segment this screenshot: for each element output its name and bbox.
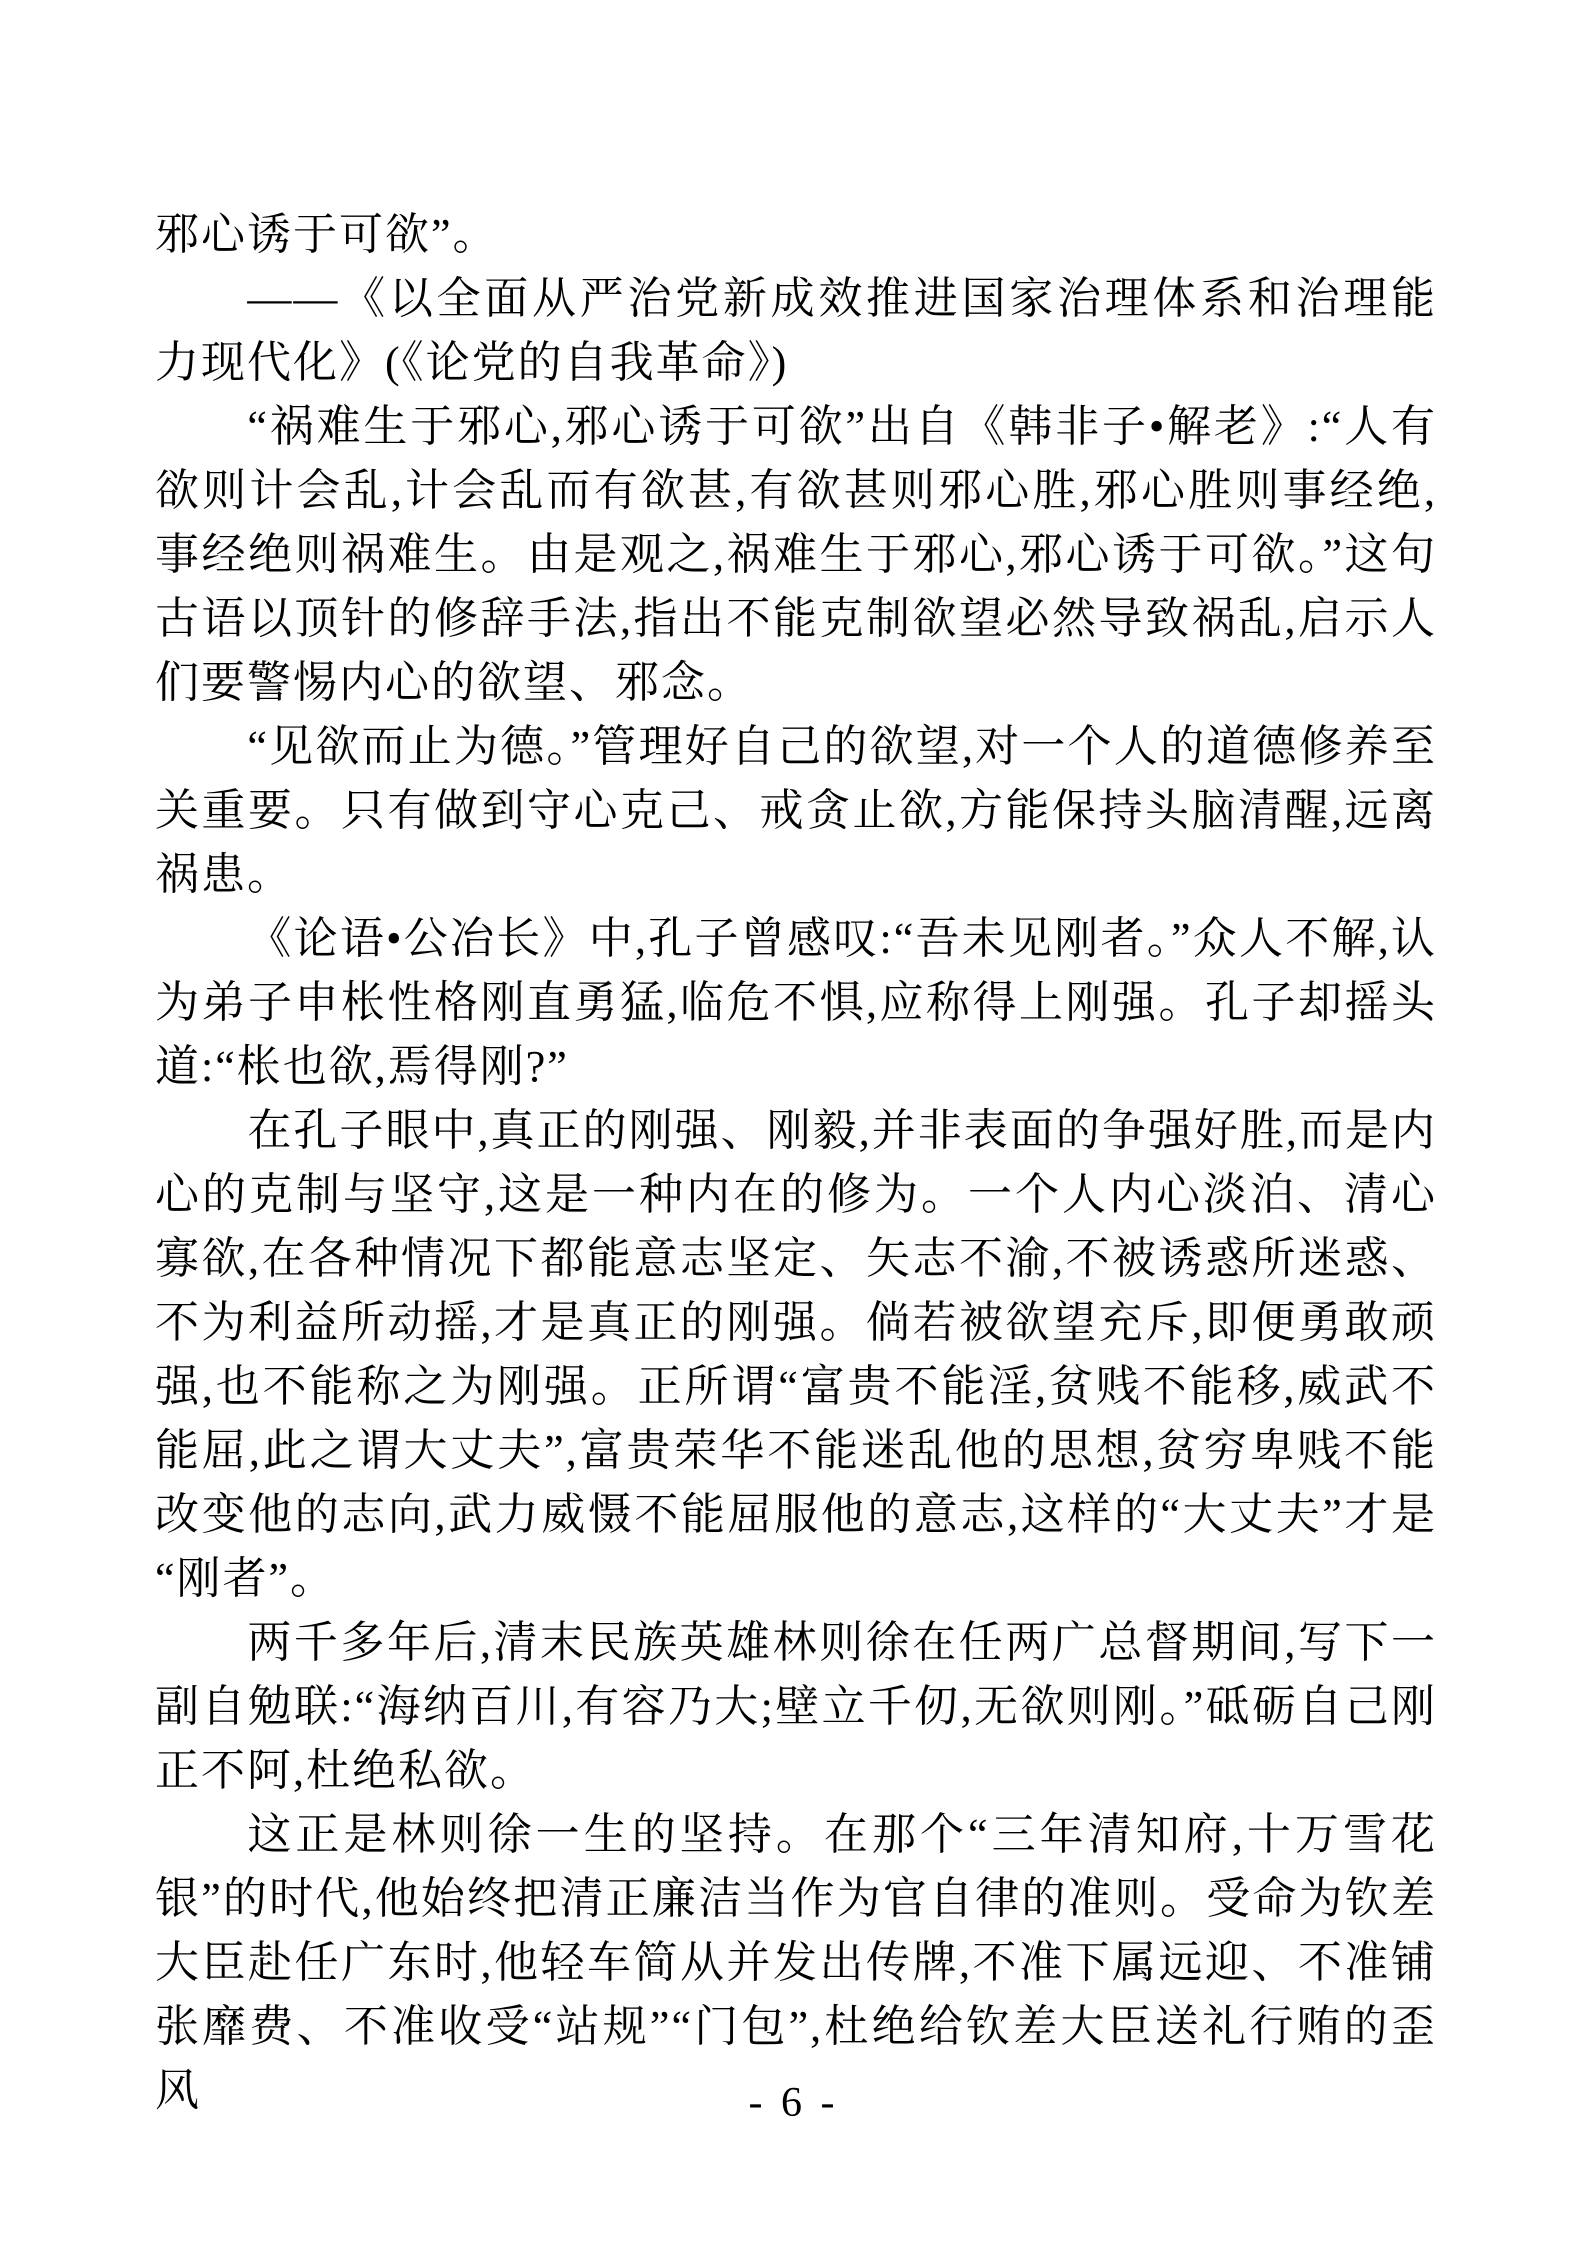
paragraph: 两千多年后,清末民族英雄林则徐在任两广总督期间,写下一副自勉联:“海纳百川,有容乃大;壁立千仞,无欲则刚。”砥砺自己刚正不阿,杜绝私欲。 [155,1618,1437,1795]
paragraph: “祸难生于邪心,邪心诱于可欲”出自《韩非子•解老》:“人有欲则计会乱,计会乱而有欲甚,有欲甚则邪心胜,邪心胜则事经绝,事经绝则祸难生。由是观之,祸难生于邪心,邪心诱于可欲。”这句古语以顶针的修辞手法,指出不能克制欲望必然导致祸乱,启示人们要警惕内心的欲望、邪念。 [155,402,1437,707]
paragraph: 《论语•公冶长》中,孔子曾感叹:“吾未见刚者。”众人不解,认为弟子申枨性格刚直勇猛,临危不惧,应称得上刚强。孔子却摇头道:“枨也欲,焉得刚?” [155,914,1437,1091]
page-number: - 6 - [748,2080,839,2126]
paragraph-attribution: ——《以全面从严治党新成效推进国家治理体系和治理能力现代化》(《论党的自我革命》) [155,274,1437,387]
paragraph: “见欲而止为德。”管理好自己的欲望,对一个人的道德修养至关重要。只有做到守心克己、戒贪止欲,方能保持头脑清醒,远离祸患。 [155,722,1437,899]
paragraph: 在孔子眼中,真正的刚强、刚毅,并非表面的争强好胜,而是内心的克制与坚守,这是一种内在的修为。一个人内心淡泊、清心寡欲,在各种情况下都能意志坚定、矢志不渝,不被诱惑所迷惑、不为利益所动摇,才是真正的刚强。倘若被欲望充斥,即便勇敢顽强,也不能称之为刚强。正所谓“富贵不能淫,贫贱不能移,威武不能屈,此之谓大丈夫”,富贵荣华不能迷乱他的思想,贫穷卑贱不能改变他的志向,武力威慑不能屈服他的意志,这样的“大丈夫”才是“刚者”。 [155,1106,1437,1603]
paragraph: 这正是林则徐一生的坚持。在那个“三年清知府,十万雪花银”的时代,他始终把清正廉洁当作为官自律的准则。受命为钦差大臣赴任广东时,他轻车简从并发出传牌,不准下属远迎、不准铺张靡费、不准收受“站规”“门包”,杜绝给钦差大臣送礼行贿的歪风 [155,1810,1437,2115]
paragraph-continuation: 邪心诱于可欲”。 [155,210,499,259]
document-body [155,203,1437,2123]
